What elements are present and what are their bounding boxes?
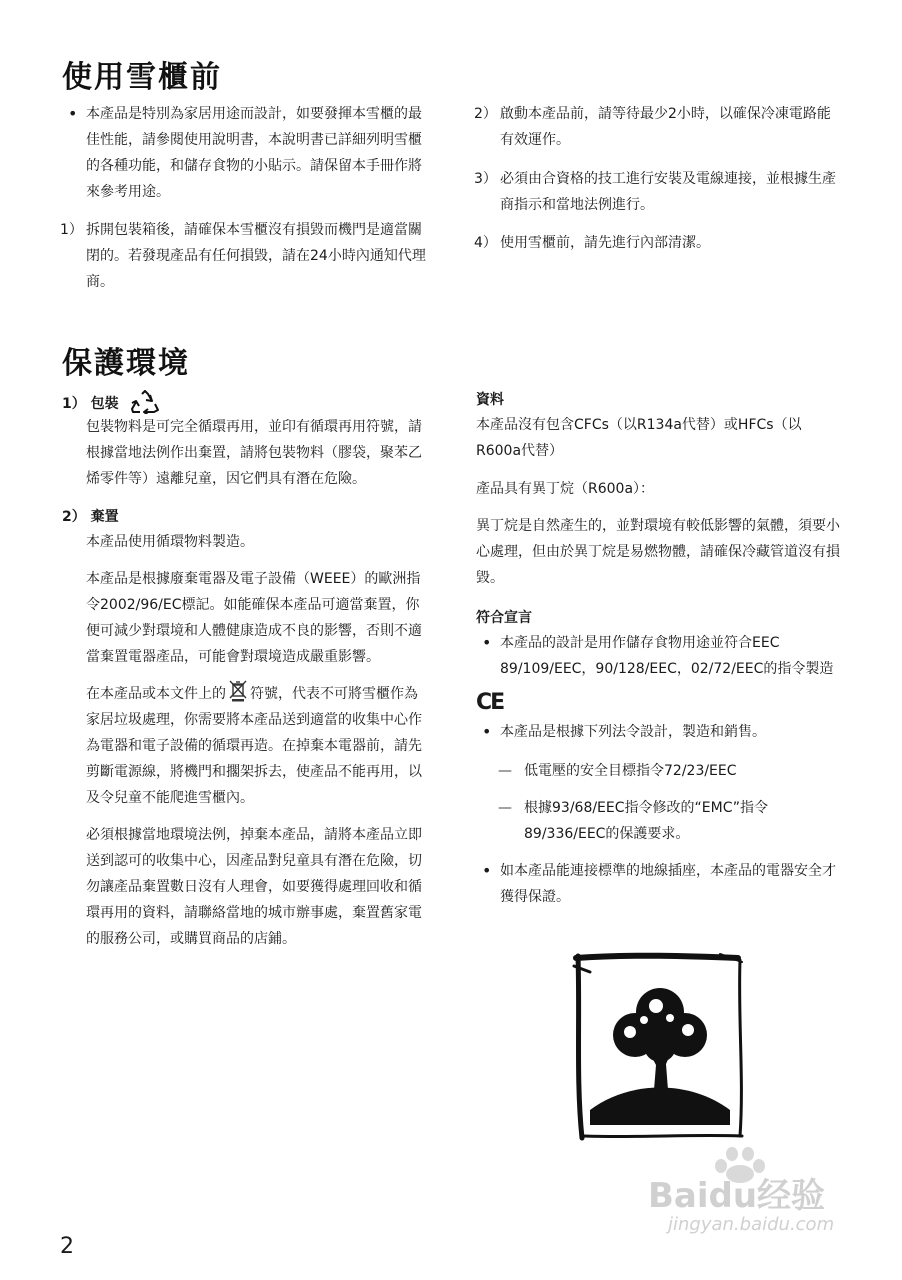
ce-mark: CE <box>476 690 504 715</box>
disposal-heading: 2） 棄置 <box>62 509 119 525</box>
before-use-intro <box>86 101 430 205</box>
packaging-text: 包裝物料是可完全循環再用，並印有循環再用符號，請根據當地法例作出棄置，請將包裝物料（膠袋，聚苯乙烯零件等）遠離兒童，因它們具有潛在危險。 <box>86 419 422 487</box>
conformity-dash-1-text: — 低電壓的安全目標指令72/23/EEC <box>524 763 737 779</box>
watermark-brand: Baidu经验 <box>648 1176 826 1216</box>
conformity-bullet-2 <box>500 719 844 745</box>
step-number: 1） <box>60 222 83 238</box>
step-text: 必須由合資格的技工進行安裝及電線連接，並根據生產商指示和當地法例進行。 <box>500 171 836 213</box>
recycle-icon <box>130 390 160 414</box>
section-title-environment: 保護環境 <box>62 346 190 381</box>
page-number: 2 <box>60 1234 74 1259</box>
before-use-step-4 <box>474 230 844 256</box>
packaging-heading <box>62 390 160 414</box>
step-text: 使用雪櫃前，請先進行內部清潔。 <box>500 235 710 251</box>
step-text: 啟動本產品前，請等待最少2小時，以確保冷凍電路能有效運作。 <box>500 106 831 148</box>
conformity-heading: 符合宣言 <box>476 610 532 626</box>
info-p3: 異丁烷是自然產生的，並對環境有較低影響的氣體，須要小心處理，但由於異丁烷是易燃物體，請確保冷藏管道沒有損毀。 <box>476 518 840 586</box>
disposal-p4: 必須根據當地環境法例，掉棄本產品，請將本產品立即送到認可的收集中心，因產品對兒童具有潛在危險，切勿讓產品棄置數日沒有人理會，如要獲得處理回收和循環再用的資料，請聯絡當地的城市辦事處，棄置舊家電的服務公司，或購買商品的店鋪。 <box>86 827 422 947</box>
conformity-dash-2-text: — 根據93/68/EEC指令修改的“EMC”指令89/336/EEC的保護要求。 <box>524 800 768 842</box>
conformity-dash-2 <box>524 795 844 847</box>
info-p2: 產品具有異丁烷（R600a）： <box>476 481 655 497</box>
conformity-bullet-2-text: • 本產品是根據下列法令設計，製造和銷售。 <box>500 724 766 740</box>
disposal-p3-after: 符號，代表不可將雪櫃作為家居垃圾處理，你需要將本產品送到適當的收集中心作為電器和電子設備的循環再造。在掉棄本電器前，請先剪斷電源線，將機門和擱架拆去，使產品不能再用，以及令兒童不能爬進雪櫃內。 <box>86 686 422 806</box>
crossed-bin-icon <box>229 680 247 702</box>
disposal-p3-before: 在本產品或本文件上的 <box>86 686 226 702</box>
conformity-bullet-1-text: • 本產品的設計是用作儲存食物用途並符合EEC 89/109/EEC，90/128/EEC，02/72/EEC的指令製造 <box>500 635 834 677</box>
watermark-url: jingyan.baidu.com <box>668 1214 835 1235</box>
before-use-step-1 <box>60 217 430 295</box>
step-number: 4） <box>474 235 497 251</box>
step-number: 2） <box>474 106 497 122</box>
info-heading: 資料 <box>476 392 504 408</box>
conformity-dash-1 <box>524 758 844 784</box>
section-title-before-use: 使用雪櫃前 <box>62 60 222 95</box>
before-use-step-2 <box>474 101 844 153</box>
conformity-bullet-1 <box>500 630 844 682</box>
tree-illustration <box>570 950 750 1150</box>
step-number: 3） <box>474 171 497 187</box>
disposal-p2: 本產品是根據廢棄電器及電子設備（WEEE）的歐洲指令2002/96/EC標記。如能確保本產品可適當棄置，你便可減少對環境和人體健康造成不良的影響，否則不適當棄置電器產品，可能會對環境造成嚴重影響。 <box>86 571 422 665</box>
step-text: 拆開包裝箱後，請確保本雪櫃沒有損毀而機門是適當關閉的。若發現產品有任何損毀，請在24小時內通知代理商。 <box>86 222 426 290</box>
before-use-step-3 <box>474 166 844 218</box>
disposal-p1: 本產品使用循環物料製造。 <box>86 534 254 550</box>
disposal-p3 <box>86 680 430 811</box>
packaging-heading-text: 1） 包裝 <box>62 396 119 412</box>
conformity-bullet-3 <box>500 858 844 910</box>
info-p1: 本產品沒有包含CFCs（以R134a代替）或HFCs（以R600a代替） <box>476 417 802 459</box>
before-use-intro-text: • 本產品是特別為家居用途而設計，如要發揮本雪櫃的最佳性能，請參閱使用說明書，本說明書已詳細列明雪櫃的各種功能，和儲存食物的小貼示。請保留本手冊作將來參考用途。 <box>86 106 422 200</box>
conformity-bullet-3-text: • 如本產品能連接標準的地線插座，本產品的電器安全才獲得保證。 <box>500 863 836 905</box>
